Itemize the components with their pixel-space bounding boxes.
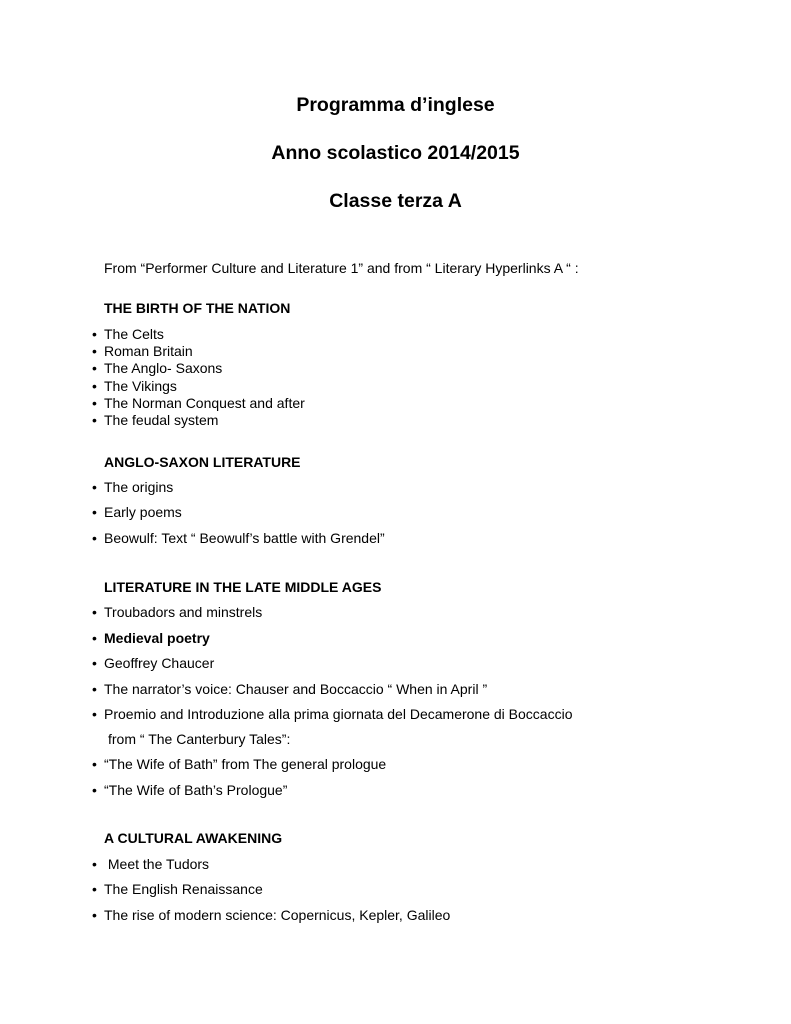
bullet-icon: • (92, 378, 97, 394)
bullet-icon: • (92, 856, 97, 872)
bullet-icon: • (92, 479, 97, 495)
list-item: • The Vikings (92, 378, 177, 394)
list-item-continuation: from “ The Canterbury Tales”: (108, 731, 291, 747)
list-item: • The Norman Conquest and after (92, 395, 305, 411)
list-item: • Roman Britain (92, 343, 193, 359)
school-year: Anno scolastico 2014/2015 (271, 142, 520, 164)
list-item: • “The Wife of Bath’s Prologue” (92, 782, 288, 798)
list-item: • Troubadors and minstrels (92, 604, 263, 620)
section-heading: ANGLO-SAXON LITERATURE (104, 454, 301, 470)
section-heading: A CULTURAL AWAKENING (104, 830, 283, 846)
list-item: • Beowulf: Text “ Beowulf’s battle with Grendel” (92, 530, 385, 546)
section-heading: LITERATURE IN THE LATE MIDDLE AGES (104, 579, 382, 595)
list-item: • Geoffrey Chaucer (92, 655, 215, 671)
bullet-icon: • (92, 655, 97, 671)
list-item: • The English Renaissance (92, 881, 263, 897)
bullet-icon: • (92, 756, 97, 772)
list-item: • The rise of modern science: Copernicus, Kepler, Galileo (92, 907, 451, 923)
page-title: Programma d’inglese (296, 94, 495, 116)
list-item: • Medieval poetry (92, 630, 210, 646)
list-item: • The narrator’s voice: Chauser and Boccaccio “ When in April ” (92, 681, 488, 697)
bullet-icon: • (92, 504, 97, 520)
list-item: • Meet the Tudors (92, 856, 210, 872)
bullet-icon: • (92, 326, 97, 342)
list-item: • Early poems (92, 504, 182, 520)
list-item: • “The Wife of Bath” from The general prologue (92, 756, 387, 772)
bullet-icon: • (92, 681, 97, 697)
section-heading: THE BIRTH OF THE NATION (104, 300, 291, 316)
bullet-icon: • (92, 706, 97, 722)
bullet-icon: • (92, 630, 97, 646)
bullet-icon: • (92, 412, 97, 428)
bullet-icon: • (92, 604, 97, 620)
bullet-icon: • (92, 782, 97, 798)
bullet-icon: • (92, 881, 97, 897)
bullet-icon: • (92, 360, 97, 376)
list-item: • Proemio and Introduzione alla prima giornata del Decamerone di Boccaccio (92, 706, 573, 722)
class-name: Classe terza A (329, 190, 462, 212)
bullet-icon: • (92, 530, 97, 546)
intro-text: From “Performer Culture and Literature 1” and from “ Literary Hyperlinks A “ : (104, 260, 579, 276)
list-item: • The Celts (92, 326, 164, 342)
list-item: • The Anglo- Saxons (92, 360, 223, 376)
bullet-icon: • (92, 343, 97, 359)
list-item: • The feudal system (92, 412, 219, 428)
bullet-icon: • (92, 907, 97, 923)
list-item: • The origins (92, 479, 174, 495)
bullet-icon: • (92, 395, 97, 411)
